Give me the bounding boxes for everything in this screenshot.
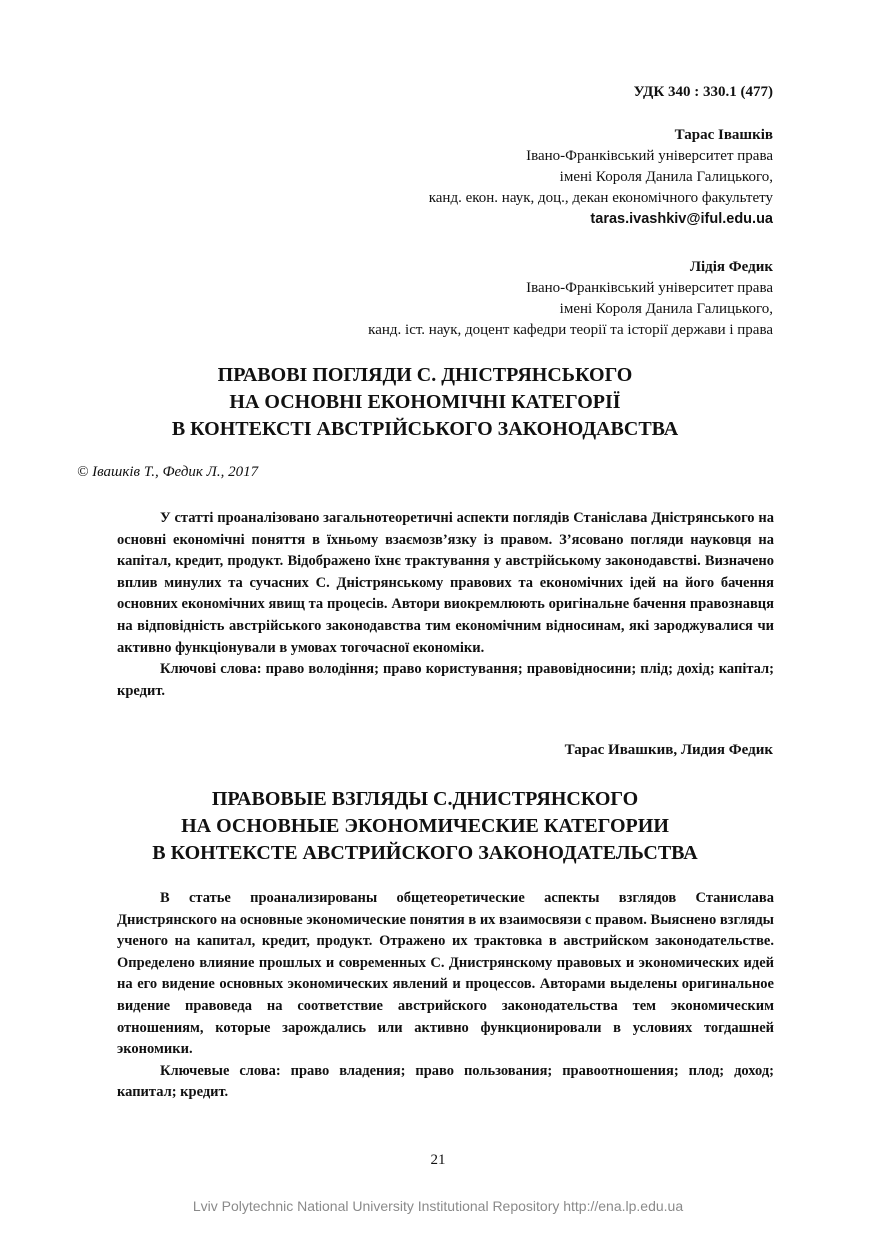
author-affiliation-line: імені Короля Данила Галицького, — [559, 169, 773, 185]
abstract-text: У статті проаналізовано загальнотеоретичні аспекти поглядів Станіслава Дністрянського на основні економічні поняття в їхньому взаємозв’язку із правом. З’ясовано погляди науковця на капітал, кредит, продукт. Відображено їхнє трактування у австрійському законодавстві. Визначено вплив минулих та сучасних С. Дністрянському правових та економічних ідей на його бачення основних економічних явищ та процесів. Автори виокремлюють оригінальне бачення правознавця на відповідність австрійського законодавства тим економічним відносинам, які зароджувалися чи активно функціонували в умовах тогочасної економіки. — [117, 510, 774, 656]
abstract-text: В статье проанализированы общетеоретические аспекты взглядов Станислава Днистрянского на основные экономические понятия в их взаимосвязи с правом. Выяснено взгляды ученого на капитал, кредит, продукт. Отражено их трактовка в австрийском законодательстве. Определено влияние прошлых и современных С. Днистрянскому правовых и экономических идей на его видение основных экономических явлений и процессов. Авторами выделены оригинальное видение правоведа на соответствие австрийского законодательства тем экономическим отношениям, которые зарождались или активно функционировали в условиях тогдашней экономики. — [117, 890, 774, 1058]
author-affiliation-line: Івано-Франківський університет права — [526, 280, 773, 296]
title-line: В КОНТЕКСТІ АВСТРІЙСЬКОГО ЗАКОНОДАВСТВА — [171, 418, 679, 440]
author-block-ivashkiv — [429, 125, 773, 230]
article-title-ru — [90, 786, 760, 867]
authors-ru: Тарас Ивашкив, Лидия Федик — [564, 742, 773, 758]
author-position-line: канд. екон. наук, доц., декан економічного факультету — [428, 190, 773, 206]
title-line: ПРАВОВЫЕ ВЗГЛЯДЫ С.ДНИСТРЯНСКОГО — [211, 788, 639, 810]
abstract-ua — [117, 508, 774, 702]
author-name: Лідія Федик — [689, 259, 773, 275]
author-block-fedyk — [368, 257, 773, 341]
title-line: В КОНТЕКСТЕ АВСТРИЙСКОГО ЗАКОНОДАТЕЛЬСТВА — [152, 842, 698, 864]
keywords-text: Ключевые слова: право владения; право пользования; правоотношения; плод; доход; капитал; кредит. — [117, 1062, 774, 1101]
author-affiliation-line: Івано-Франківський університет права — [526, 148, 773, 164]
author-email-link[interactable]: taras.ivashkiv@iful.edu.ua — [590, 211, 773, 227]
copyright-notice: © Івашків Т., Федик Л., 2017 — [77, 464, 259, 480]
abstract-ru — [117, 888, 774, 1104]
udk-code: УДК 340 : 330.1 (477) — [633, 84, 773, 100]
author-affiliation-line: імені Короля Данила Галицького, — [559, 301, 773, 317]
title-line: НА ОСНОВНЫЕ ЭКОНОМИЧЕСКИЕ КАТЕГОРИИ — [181, 815, 669, 837]
page-number: 21 — [430, 1152, 446, 1168]
title-line: НА ОСНОВНІ ЕКОНОМІЧНІ КАТЕГОРІЇ — [229, 391, 621, 413]
author-position-line: канд. іст. наук, доцент кафедри теорії та історії держави і права — [368, 322, 773, 338]
article-title-ua — [90, 362, 760, 443]
title-line: ПРАВОВІ ПОГЛЯДИ С. ДНІСТРЯНСЬКОГО — [217, 364, 633, 386]
keywords-text: Ключові слова: право володіння; право користування; правовідносини; плід; дохід; капітал; кредит. — [117, 661, 774, 699]
repository-footer: Lviv Polytechnic National University Institutional Repository http://ena.lp.edu.ua — [192, 1198, 684, 1214]
author-name: Тарас Івашків — [674, 127, 773, 143]
